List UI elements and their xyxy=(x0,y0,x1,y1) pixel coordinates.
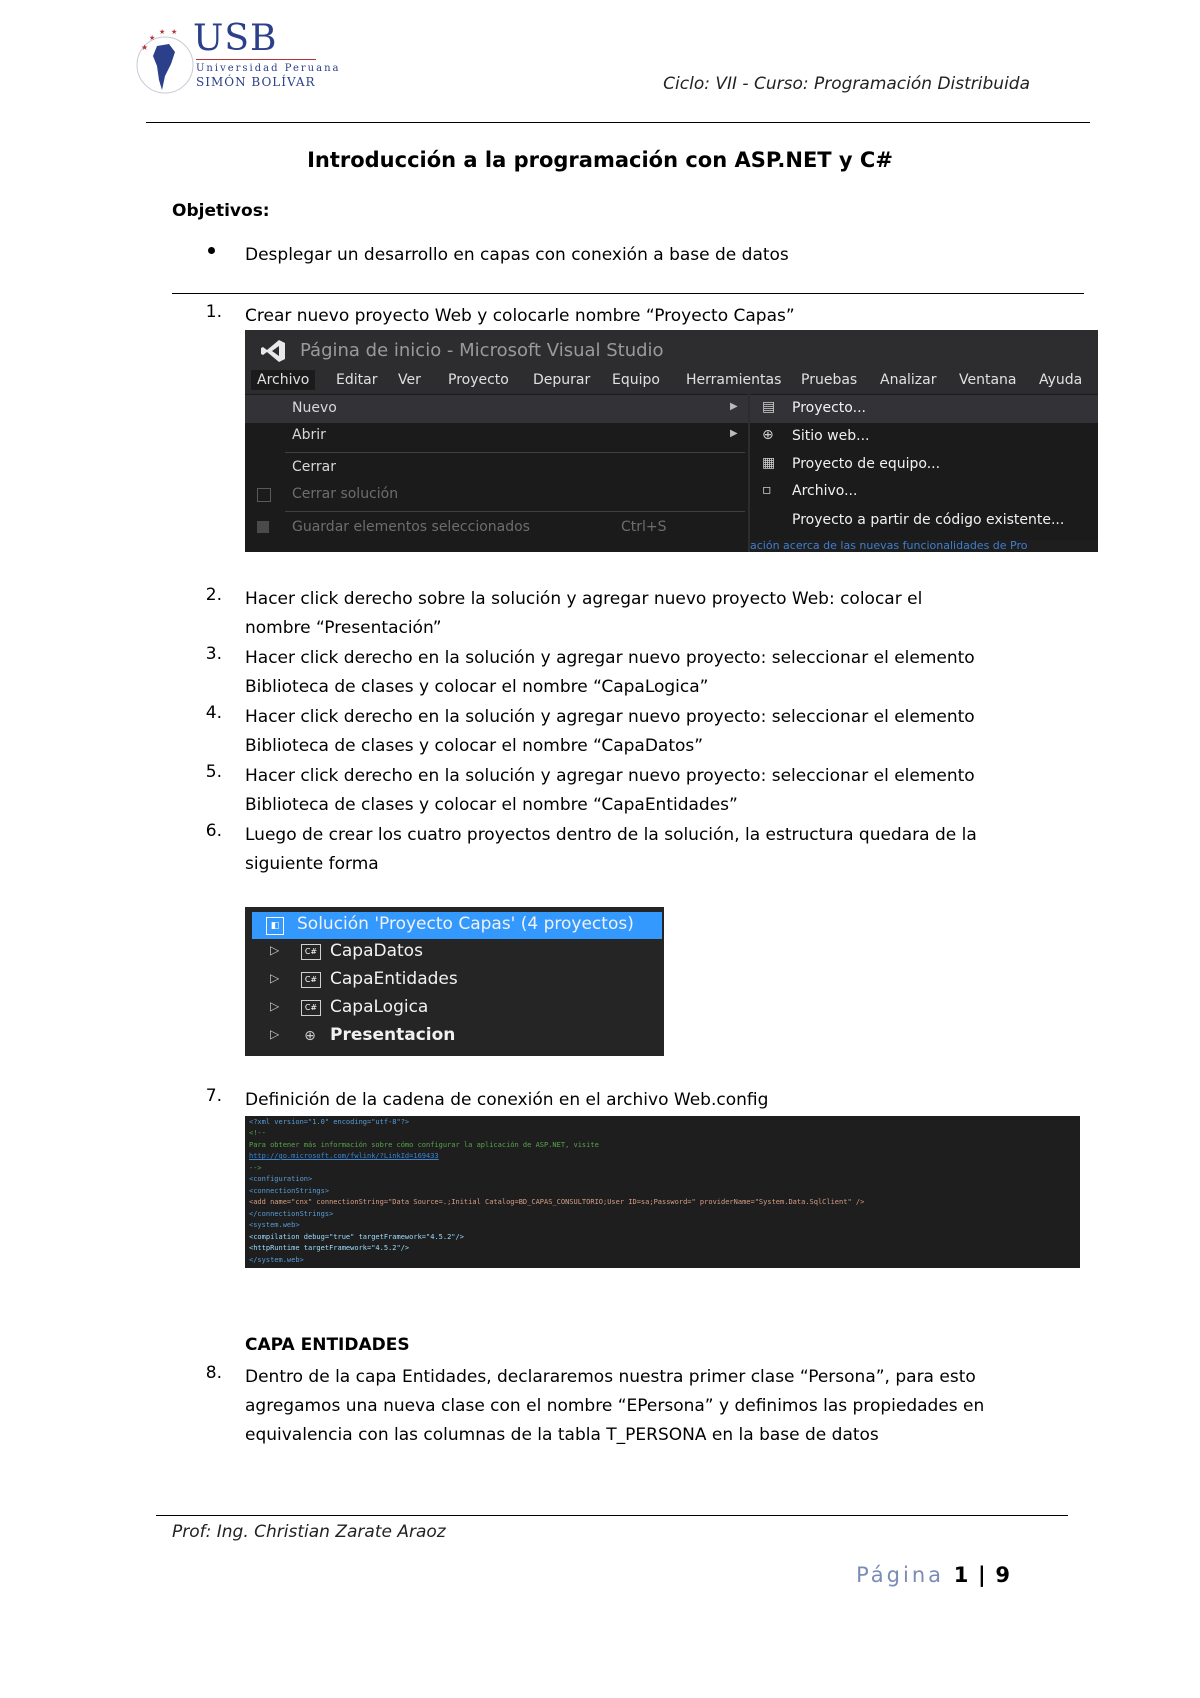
step-text: Hacer click derecho en la solución y agregar nuevo proyecto: seleccionar el elemento Biblioteca de clases y colocar el nombre “CapaEntidades” xyxy=(245,766,975,815)
logo-subtitle: Universidad Peruana xyxy=(196,63,341,74)
project-node-capadatos[interactable]: ▷ C# CapaDatos xyxy=(270,941,423,961)
svg-text:★: ★ xyxy=(141,43,149,52)
new-submenu xyxy=(750,394,1098,540)
menu-item-guardar: Guardar elementos seleccionados Ctrl+S xyxy=(245,514,748,542)
csharp-project-icon: C# xyxy=(301,944,321,960)
step-number: 3. xyxy=(205,644,222,664)
new-file-icon: ▫ xyxy=(762,482,772,498)
code-line: Para obtener más información sobre cómo configurar la aplicación de ASP.NET, visite xyxy=(249,1141,599,1149)
shortcut-label: Ctrl+S xyxy=(621,519,667,535)
file-menu-dropdown xyxy=(245,394,748,552)
submenu-arrow-icon: ▶ xyxy=(730,401,738,412)
code-line: <?xml version="1.0" encoding="utf-8"?> xyxy=(249,1118,410,1126)
menu-item-nuevo[interactable]: Nuevo ▶ xyxy=(245,395,748,423)
code-line: <httpRuntime targetFramework="4.5.2"/> xyxy=(249,1244,410,1252)
section-rule xyxy=(172,293,1084,294)
submenu-item-proyecto[interactable]: ▤ Proyecto... xyxy=(750,395,1098,423)
close-solution-icon xyxy=(257,488,271,502)
menu-analizar[interactable]: Analizar xyxy=(880,372,937,388)
svg-text:★: ★ xyxy=(159,28,166,36)
code-line: <compilation debug="true" targetFramework="4.5.2"/> xyxy=(249,1233,464,1241)
step-text: Hacer click derecho en la solución y agregar nuevo proyecto: seleccionar el elemento Biblioteca de clases y colocar el nombre “CapaDatos” xyxy=(245,707,975,756)
course-info: Ciclo: VII - Curso: Programación Distribuida xyxy=(663,74,1030,94)
code-line: </connectionStrings> xyxy=(249,1210,334,1218)
page-number: Página 1 | 9 xyxy=(856,1563,1010,1587)
step-text: Dentro de la capa Entidades, declararemos nuestra primer clase “Persona”, para esto agregamos una nueva clase con el nombre “EPersona” y definimos las propiedades en equivalencia con las columnas de la tabla T_PERSONA en la base de datos xyxy=(245,1367,985,1445)
step-number: 8. xyxy=(205,1363,222,1383)
step-number: 4. xyxy=(205,703,222,723)
menu-separator xyxy=(285,511,745,512)
objective-item: Desplegar un desarrollo en capas con conexión a base de datos xyxy=(245,245,789,265)
code-line: <!-- xyxy=(249,1129,266,1137)
solution-node[interactable]: ◧ Solución 'Proyecto Capas' (4 proyectos) xyxy=(252,912,662,939)
menu-ventana[interactable]: Ventana xyxy=(959,372,1017,388)
footer-professor: Prof: Ing. Christian Zarate Araoz xyxy=(172,1522,446,1542)
project-node-capaentidades[interactable]: ▷ C# CapaEntidades xyxy=(270,969,458,989)
solution-icon: ◧ xyxy=(266,917,284,935)
step-text: Luego de crear los cuatro proyectos dentro de la solución, la estructura quedara de la siguiente forma xyxy=(245,825,977,874)
expand-arrow-icon[interactable]: ▷ xyxy=(270,943,280,957)
project-node-capalogica[interactable]: ▷ C# CapaLogica xyxy=(270,997,429,1017)
menu-herramientas[interactable]: Herramientas xyxy=(686,372,782,388)
svg-text:★: ★ xyxy=(171,28,178,36)
submenu-item-codigo-existente[interactable]: Proyecto a partir de código existente... xyxy=(792,512,1065,528)
start-page-background-text: ación acerca de las nuevas funcionalidades de Pro xyxy=(750,540,1098,552)
menu-item-cerrar-solucion: Cerrar solución xyxy=(245,481,748,509)
logo-text: USB xyxy=(193,18,278,59)
step-text: Hacer click derecho en la solución y agregar nuevo proyecto: seleccionar el elemento Biblioteca de clases y colocar el nombre “CapaLogica” xyxy=(245,648,975,697)
objectives-heading: Objetivos: xyxy=(172,201,270,221)
expand-arrow-icon[interactable]: ▷ xyxy=(270,971,280,985)
menu-proyecto[interactable]: Proyecto xyxy=(448,372,509,388)
university-logo-emblem xyxy=(135,20,195,100)
expand-arrow-icon[interactable]: ▷ xyxy=(270,1027,280,1041)
menu-pruebas[interactable]: Pruebas xyxy=(801,372,858,388)
team-project-icon: ▦ xyxy=(762,455,776,471)
bullet-icon xyxy=(208,247,215,254)
expand-arrow-icon[interactable]: ▷ xyxy=(270,999,280,1013)
svg-text:★: ★ xyxy=(149,34,156,42)
menu-editar[interactable]: Editar xyxy=(336,372,378,388)
code-line: </system.web> xyxy=(249,1256,304,1264)
logo-divider xyxy=(196,59,316,60)
csharp-project-icon: C# xyxy=(301,972,321,988)
header-rule xyxy=(146,122,1090,123)
step-text: Definición de la cadena de conexión en el archivo Web.config xyxy=(245,1090,769,1110)
step-number: 6. xyxy=(205,821,222,841)
submenu-arrow-icon: ▶ xyxy=(730,428,738,439)
footer-rule xyxy=(156,1515,1068,1516)
code-line: <connectionStrings> xyxy=(249,1187,330,1195)
website-icon: ⊕ xyxy=(762,427,774,443)
menu-depurar[interactable]: Depurar xyxy=(533,372,591,388)
logo-university-name: SIMÓN BOLÍVAR xyxy=(196,75,316,89)
csharp-project-icon: C# xyxy=(301,1000,321,1016)
step-text: Crear nuevo proyecto Web y colocarle nombre “Proyecto Capas” xyxy=(245,306,795,326)
submenu-item-archivo[interactable]: ▫ Archivo... xyxy=(762,482,858,499)
step-number: 2. xyxy=(205,585,222,605)
section-heading: CAPA ENTIDADES xyxy=(245,1335,410,1355)
menu-item-cerrar[interactable]: Cerrar xyxy=(292,459,336,475)
code-line: <add name="cnx" connectionString="Data Source=.;Initial Catalog=BD_CAPAS_CONSULTORIO;User ID=sa;Password=" providerName="System.Data.SqlClient" /> xyxy=(249,1198,865,1206)
vs-menu-screenshot xyxy=(245,330,1098,552)
step-text: Hacer click derecho sobre la solución y agregar nuevo proyecto Web: colocar el nombre “Presentación” xyxy=(245,589,923,638)
vs-window-title: Página de inicio - Microsoft Visual Studio xyxy=(300,340,664,361)
vs-menubar xyxy=(245,368,1098,394)
step-number: 7. xyxy=(205,1086,222,1106)
menu-item-abrir[interactable]: Abrir ▶ xyxy=(292,427,738,443)
step-number: 5. xyxy=(205,762,222,782)
webconfig-code-screenshot xyxy=(245,1116,1080,1268)
submenu-item-proyecto-equipo[interactable]: ▦ Proyecto de equipo... xyxy=(762,455,941,472)
solution-explorer-screenshot xyxy=(245,907,664,1056)
web-project-icon: ⊕ xyxy=(304,1028,316,1044)
document-title: Introducción a la programación con ASP.NET y C# xyxy=(307,148,893,172)
code-line: <configuration> xyxy=(249,1175,313,1183)
visual-studio-icon xyxy=(259,338,287,364)
new-project-icon: ▤ xyxy=(762,399,776,415)
menu-ver[interactable]: Ver xyxy=(398,372,421,388)
menu-archivo[interactable]: Archivo xyxy=(251,370,315,390)
code-line: --> xyxy=(249,1164,262,1172)
step-number: 1. xyxy=(205,302,222,322)
project-node-presentacion[interactable]: ▷ ⊕ Presentacion xyxy=(270,1025,456,1045)
code-line: <system.web> xyxy=(249,1221,300,1229)
menu-separator xyxy=(285,452,745,453)
save-icon xyxy=(257,521,269,533)
submenu-item-sitio-web[interactable]: ⊕ Sitio web... xyxy=(762,427,870,444)
menu-ayuda[interactable]: Ayuda xyxy=(1039,372,1083,388)
menu-equipo[interactable]: Equipo xyxy=(612,372,660,388)
code-line: http://go.microsoft.com/fwlink/?LinkId=169433 xyxy=(249,1152,439,1160)
